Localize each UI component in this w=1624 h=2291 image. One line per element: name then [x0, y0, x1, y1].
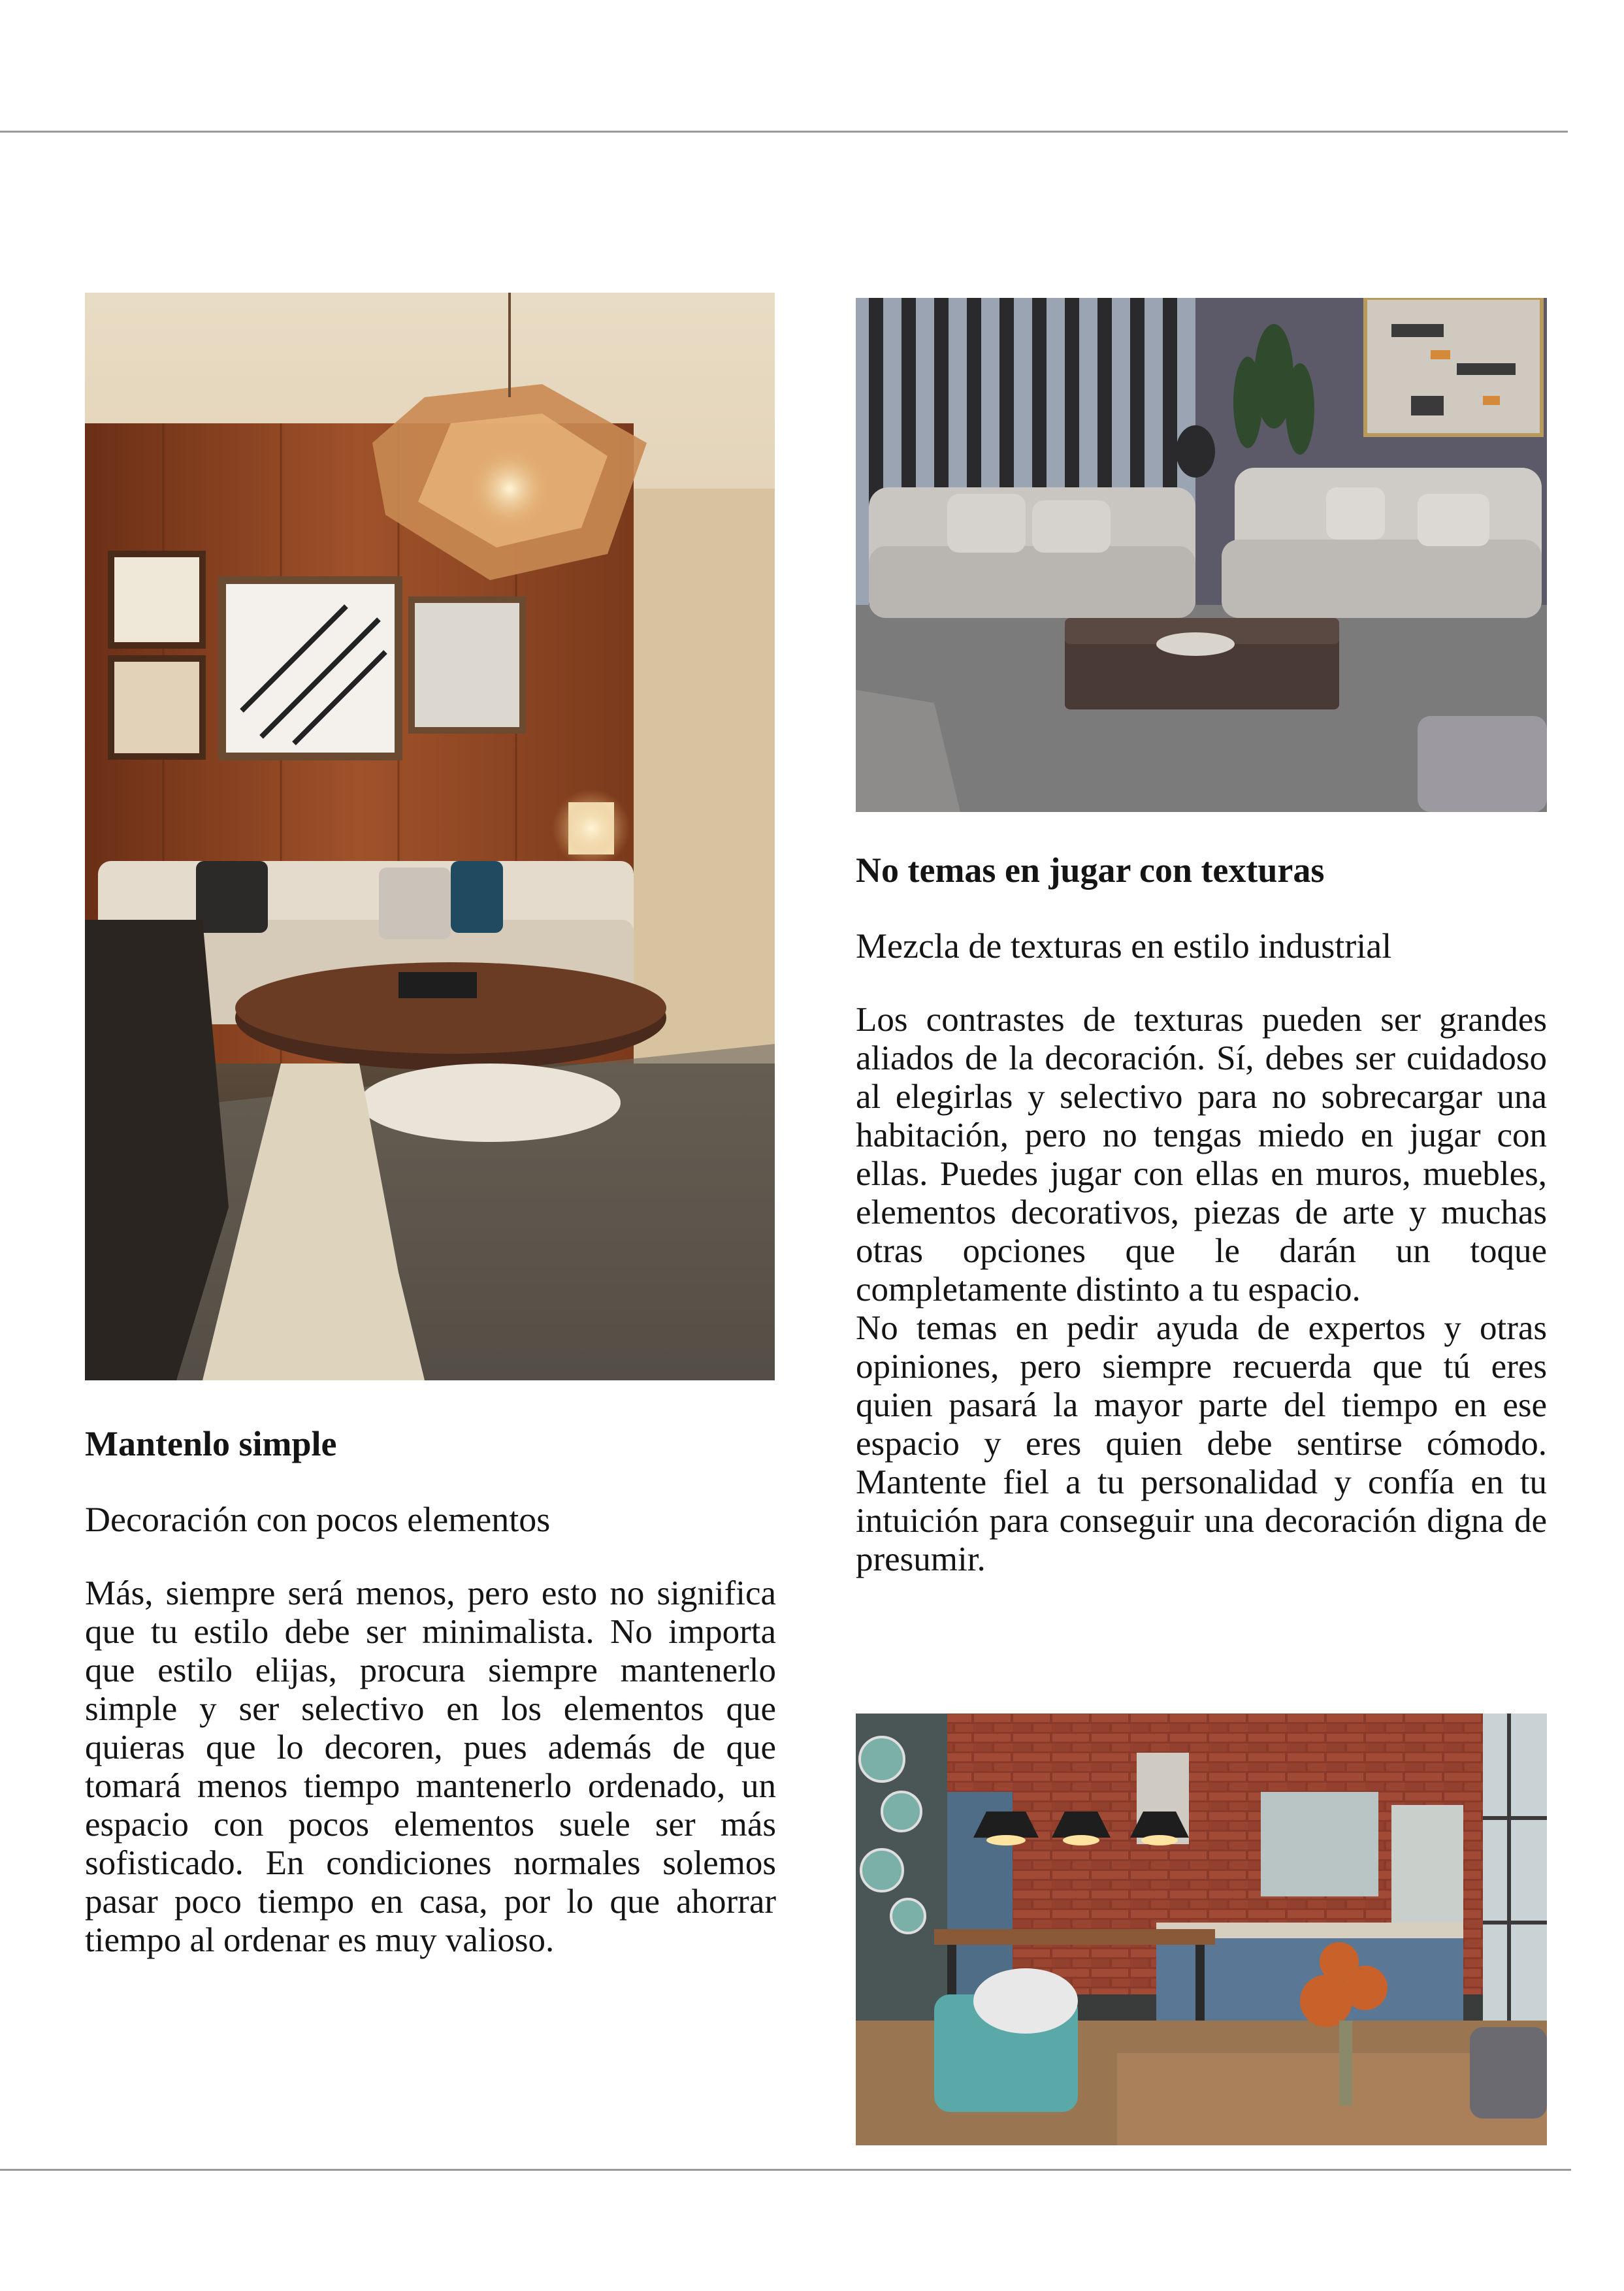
grey-sofas-photo — [856, 298, 1547, 812]
bottom-divider — [0, 2169, 1571, 2171]
industrial-kitchen-photo — [856, 1714, 1547, 2145]
section-heading-simple: Mantenlo simple — [85, 1424, 337, 1463]
section-heading-textures: No temas en jugar con texturas — [856, 851, 1325, 890]
section-subheading-textures: Mezcla de texturas en estilo industrial — [856, 926, 1392, 966]
left-text-column — [85, 1423, 776, 1960]
section-paragraph-textures-2: No temas en pedir ayuda de expertos y otras opiniones, pero siempre recuerda que tú eres quien pasará la mayor parte del tiempo en ese espacio y eres quien debe sentirse cómodo. Mantente fiel a tu personalidad y confía en tu intuición para conseguir una decoración digna de presumir. — [856, 1309, 1547, 1578]
top-divider — [0, 131, 1568, 133]
living-room-photo — [85, 293, 775, 1380]
section-paragraph-simple: Más, siempre será menos, pero esto no significa que tu estilo debe ser minimalista. No importa que estilo elijas, procura siempre mantenerlo simple y ser selectivo en los elementos que quieras que lo decoren, pues además de que tomará menos tiempo mantenerlo ordenado, un espacio con pocos elementos suele ser más sofisticado. En condiciones normales solemos pasar poco tiempo en casa, por lo que ahorrar tiempo al ordenar es muy valioso. — [85, 1574, 776, 1959]
section-paragraph-textures-1: Los contrastes de texturas pueden ser grandes aliados de la decoración. Sí, debes ser cuidadoso al elegirlas y selectivo para no sobrecargar una habitación, pero no tengas miedo en jugar con ellas. Puedes jugar con ellas en muros, muebles, elementos decorativos, piezas de arte y muchas otras opciones que le darán un toque completamente distinto a tu espacio. — [856, 1001, 1547, 1308]
section-subheading-simple: Decoración con pocos elementos — [85, 1500, 551, 1539]
right-text-column — [856, 849, 1547, 1579]
